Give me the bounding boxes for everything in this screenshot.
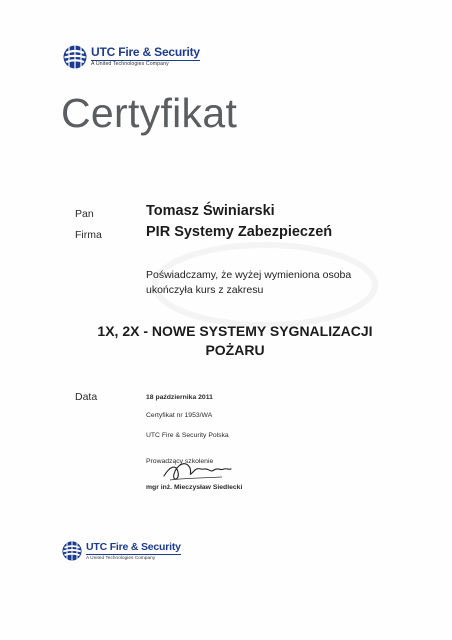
course-line-2: POŻARU [205,342,265,358]
company-name: UTC Fire & Security [91,45,200,59]
recipient-name: Tomasz Świniarski [146,203,275,219]
date-value: 18 października 2011 [146,394,213,401]
company-name: UTC Fire & Security [86,541,181,553]
company-value: PIR Systemy Zabezpieczeń [146,224,333,240]
company-tagline: A United Technologies Company [91,61,169,67]
utc-logo-header [63,45,200,69]
trainer-label: Prowadzący szkolenie [146,458,214,465]
issuer: UTC Fire & Security Polska [146,432,229,439]
certificate-number: Certyfikat nr 1953/WA [146,412,213,419]
firma-label: Firma [75,229,102,241]
company-tagline: A United Technologies Company [86,555,156,560]
utc-globe-icon [63,45,87,69]
course-title [40,322,430,360]
utc-logo-footer [62,541,181,561]
utc-globe-icon [62,541,82,561]
pan-label: Pan [75,208,94,220]
signature [160,454,235,486]
course-line-1: 1X, 2X - NOWE SYSTEMY SYGNALIZACJI [97,323,373,339]
certificate-title: Certyfikat [61,90,238,136]
statement-line-1: Poświadczamy, że wyżej wymieniona osoba [146,269,352,281]
statement [146,268,351,298]
trainer-name: mgr inż. Mieczysław Siedlecki [146,484,243,491]
data-label: Data [75,391,98,403]
statement-line-2: ukończyła kurs z zakresu [146,284,264,296]
